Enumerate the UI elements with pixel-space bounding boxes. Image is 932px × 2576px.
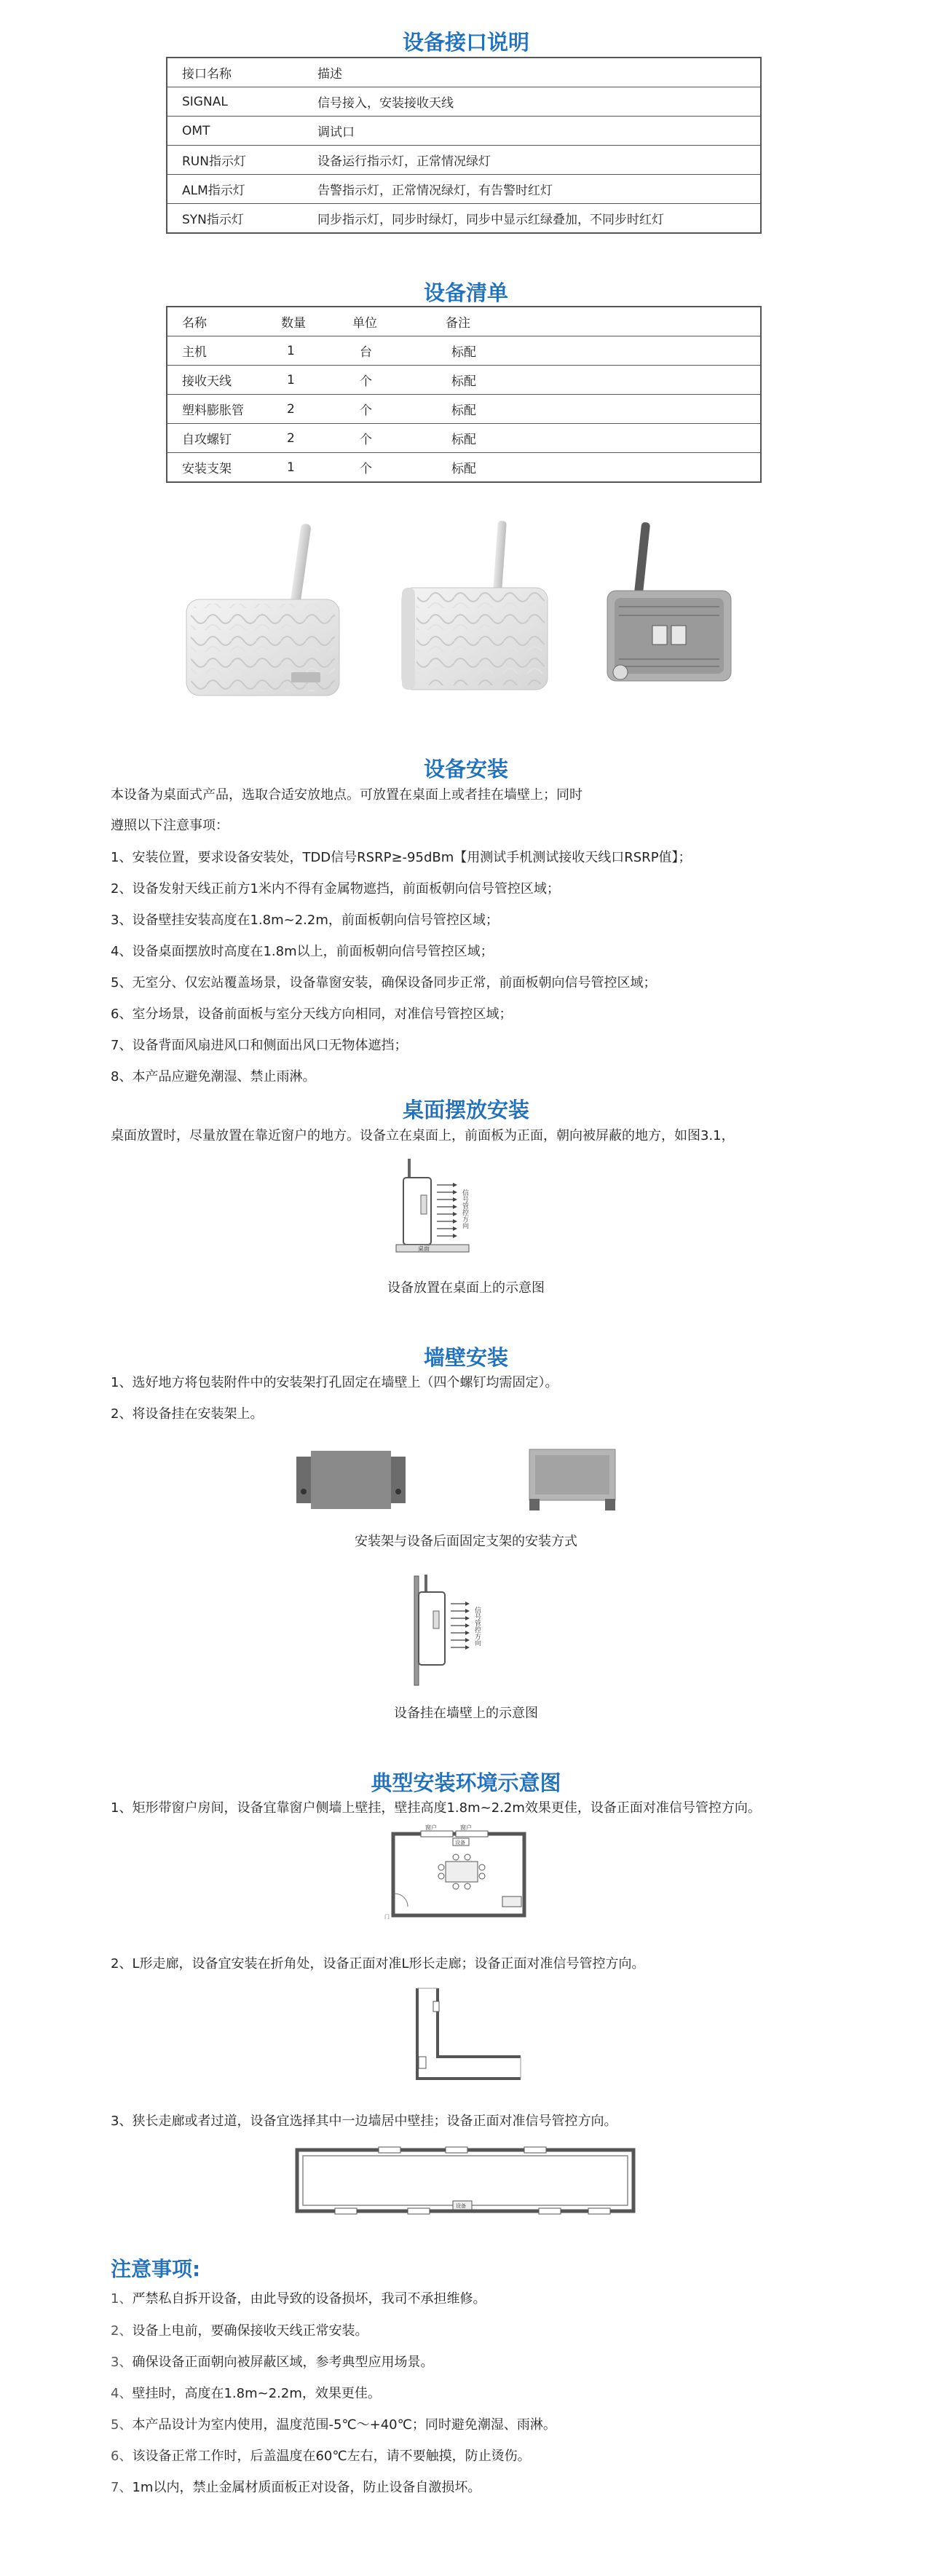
table-row: 名称 数量 单位 备注 <box>182 316 470 331</box>
install-item: 5、无室分、仅宏站覆盖场景，设备靠窗安装，确保设备同步正常，前面板朝向信号管控区域； <box>111 975 657 990</box>
install-item: 3、设备壁挂安装高度在1.8m~2.2m，前面板朝向信号管控区域； <box>111 913 499 928</box>
table-row: SIGNAL 信号接入，安装接收天线 <box>167 87 761 117</box>
interface-title: 设备接口说明 <box>402 30 529 55</box>
bracket-mounted-photo <box>529 1449 615 1510</box>
svg-text:门: 门 <box>384 1914 390 1920</box>
wall-diagram <box>404 1573 506 1690</box>
table-row: 主机 1 台 标配 <box>167 336 761 366</box>
svg-text:设备: 设备 <box>455 1840 465 1846</box>
install-intro: 遵照以下注意事项： <box>111 818 229 833</box>
note-item: 5、本产品设计为室内使用，温度范围-5℃～+40℃；同时避免潮湿、雨淋。 <box>111 2417 556 2433</box>
room-diagram <box>384 1824 546 1921</box>
note-item: 1、严禁私自拆开设备，由此导致的设备损坏，我司不承担维修。 <box>111 2291 486 2307</box>
svg-text:窗户: 窗户 <box>460 1824 472 1831</box>
narrow-corridor-diagram <box>291 2144 641 2217</box>
note-item: 4、壁挂时，高度在1.8m~2.2m，效果更佳。 <box>111 2386 381 2401</box>
desk-caption: 设备放置在桌面上的示意图 <box>387 1280 545 1296</box>
bracket-photos <box>295 1448 637 1513</box>
l-corridor-diagram <box>411 1985 528 2087</box>
table-row: 安装支架 1 个 标配 <box>167 453 761 483</box>
desk-text: 桌面放置时，尽量放置在靠近窗户的地方。设备立在桌面上，前面板为正面，朝向被屏蔽的地方，如图3.1， <box>111 1128 735 1143</box>
desk-diagram <box>393 1154 510 1264</box>
wall-step: 2、将设备挂在安装架上。 <box>111 1406 264 1422</box>
note-item: 7、1m以内，禁止金属材质面板正对设备，防止设备自激损坏。 <box>111 2480 481 2495</box>
install-item: 1、安装位置，要求设备安装处，TDD信号RSRP≥-95dBm【用测试手机测试接收天线口RSRP值】； <box>111 850 692 865</box>
wall-caption-bracket: 安装架与设备后面固定支架的安装方式 <box>355 1534 577 1549</box>
table-row: ALM指示灯 告警指示灯，正常情况绿灯，有告警时红灯 <box>167 175 761 204</box>
table-row: 自攻螺钉 2 个 标配 <box>167 424 761 453</box>
table-row: 接收天线 1 个 标配 <box>167 366 761 395</box>
note-item: 2、设备上电前，要确保接收天线正常安装。 <box>111 2323 368 2339</box>
note-item: 6、该设备正常工作时，后盖温度在60℃左右，请不要触摸，防止烫伤。 <box>111 2449 531 2464</box>
svg-text:信号管控方向: 信号管控方向 <box>473 1607 481 1646</box>
install-item: 2、设备发射天线正前方1米内不得有金属物遮挡，前面板朝向信号管控区域； <box>111 881 560 897</box>
device-side-photo <box>402 521 548 690</box>
table-row: OMT 调试口 <box>167 117 761 146</box>
table-row: 塑料膨胀管 2 个 标配 <box>167 395 761 424</box>
interface-table <box>166 57 762 234</box>
env-scenario: 3、狭长走廊或者过道，设备宜选择其中一边墙居中壁挂；设备正面对准信号管控方向。 <box>111 2114 617 2129</box>
inventory-title: 设备清单 <box>423 280 508 305</box>
install-item: 7、设备背面风扇进风口和侧面出风口无物体遮挡； <box>111 1038 408 1053</box>
table-row: 接口名称 描述 <box>182 67 342 82</box>
install-title: 设备安装 <box>423 757 508 781</box>
desk-title: 桌面摆放安装 <box>402 1098 529 1122</box>
product-photos <box>182 521 765 739</box>
env-scenario: 1、矩形带窗户房间，设备宜靠窗户侧墙上壁挂，壁挂高度1.8m~2.2m效果更佳，设备正面对准信号管控方向。 <box>111 1800 761 1816</box>
svg-text:窗户: 窗户 <box>425 1824 437 1831</box>
notes-title: 注意事项: <box>111 2257 201 2281</box>
install-item: 6、室分场景，设备前面板与室分天线方向相同，对准信号管控区域； <box>111 1007 513 1022</box>
device-front-photo <box>186 524 339 696</box>
install-item: 8、本产品应避免潮湿、禁止雨淋。 <box>111 1069 316 1084</box>
env-title: 典型安装环境示意图 <box>371 1770 561 1795</box>
install-intro: 本设备为桌面式产品，选取合适安放地点。可放置在桌面上或者挂在墙壁上；同时 <box>111 787 582 803</box>
inventory-table <box>166 306 762 483</box>
bracket-photo <box>296 1451 406 1509</box>
note-item: 3、确保设备正面朝向被屏蔽区域，参考典型应用场景。 <box>111 2355 434 2370</box>
svg-text:设备: 设备 <box>456 2203 466 2209</box>
table-row: SYN指示灯 同步指示灯，同步时绿灯，同步中显示红绿叠加，不同步时红灯 <box>167 204 761 234</box>
install-item: 4、设备桌面摆放时高度在1.8m以上，前面板朝向信号管控区域； <box>111 944 494 959</box>
device-back-photo <box>607 522 731 681</box>
wall-title: 墙壁安装 <box>423 1345 508 1370</box>
wall-caption-mounted: 设备挂在墙壁上的示意图 <box>394 1706 538 1721</box>
svg-text:桌面: 桌面 <box>418 1245 430 1252</box>
wall-step: 1、选好地方将包装附件中的安装架打孔固定在墙壁上（四个螺钉均需固定）。 <box>111 1375 558 1390</box>
env-scenario: 2、L形走廊，设备宜安装在折角处，设备正面对准L形长走廊；设备正面对准信号管控方向。 <box>111 1956 645 1972</box>
table-row: RUN指示灯 设备运行指示灯，正常情况绿灯 <box>167 146 761 175</box>
svg-text:信号管控方向: 信号管控方向 <box>461 1189 468 1229</box>
